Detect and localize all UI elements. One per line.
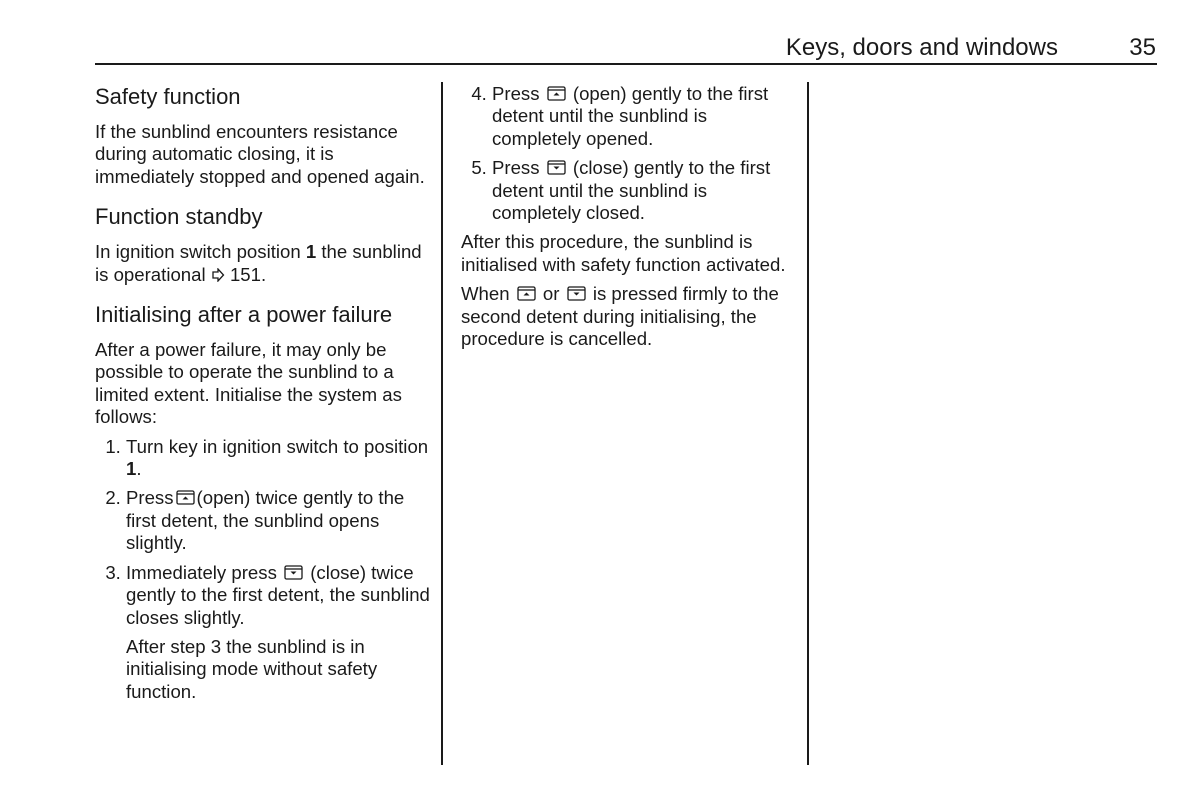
- step-4: [461, 83, 796, 150]
- ignition-position: 1: [305, 241, 317, 263]
- column-divider-left: [441, 82, 443, 765]
- heading-function-standby: Function standby: [95, 204, 263, 230]
- column-2: [461, 83, 796, 357]
- column-1: [95, 80, 430, 710]
- sunblind-close-button-icon: [547, 160, 566, 175]
- sunblind-open-button-icon: [176, 490, 195, 505]
- sunblind-open-button-icon: [547, 86, 566, 101]
- step-5: [461, 157, 796, 224]
- safety-function-text: If the sunblind encounters resistance during automatic closing, it is immediately stopped and opened again.: [95, 121, 425, 187]
- header-title: Keys, doors and windows: [785, 34, 1058, 61]
- step-3-note: After step 3 the sunblind is in initialising mode without safety function.: [126, 635, 378, 702]
- sunblind-close-button-icon: [284, 565, 303, 580]
- after-procedure-text: After this procedure, the sunblind is initialised with safety function activated.: [461, 231, 786, 275]
- step-1: [95, 436, 430, 481]
- function-standby-text: [95, 241, 430, 286]
- step-number: 5.: [471, 157, 487, 179]
- step-text: Press (open) gently to the first detent until the sunblind is completely opened.: [492, 83, 769, 149]
- heading-initialising: Initialising after a power failure: [95, 302, 393, 328]
- step-number: 4.: [471, 83, 487, 104]
- page-reference: 151.: [229, 263, 267, 285]
- step-text: Turn key in ignition switch to position 1.: [126, 435, 429, 480]
- step-number: 2.: [105, 487, 121, 509]
- step-number: 1.: [105, 435, 121, 457]
- step-text: Immediately press (close) twice gently to the first detent, the sunblind closes slightly.: [126, 561, 430, 628]
- standby-text-before: In ignition switch position: [95, 241, 306, 263]
- standby-text-after: the sunblind is operational: [95, 241, 422, 285]
- step-text: Press (close) gently to the first detent until the sunblind is completely closed.: [492, 157, 771, 224]
- initialising-intro: After a power failure, it may only be possible to operate the sunblind to a limited extent. Initialise the system as follows:: [95, 339, 402, 428]
- cancel-procedure-text: When or is pressed firmly to the second detent during initialising, the procedure is cancelled.: [461, 283, 779, 350]
- page-number: 35: [1129, 34, 1156, 61]
- column-divider-right: [807, 82, 809, 765]
- heading-safety-function: Safety function: [95, 84, 241, 109]
- step-text: Press (open) twice gently to the first detent, the sunblind opens slightly.: [126, 487, 405, 554]
- step-2: [95, 487, 430, 554]
- sunblind-close-button-icon: [567, 286, 586, 301]
- sunblind-open-button-icon: [517, 286, 536, 301]
- ignition-position: 1: [126, 458, 137, 480]
- step-number: 3.: [105, 561, 121, 583]
- page-reference-arrow-icon: [211, 265, 225, 279]
- header-rule: [95, 63, 1157, 65]
- step-3: [95, 562, 430, 629]
